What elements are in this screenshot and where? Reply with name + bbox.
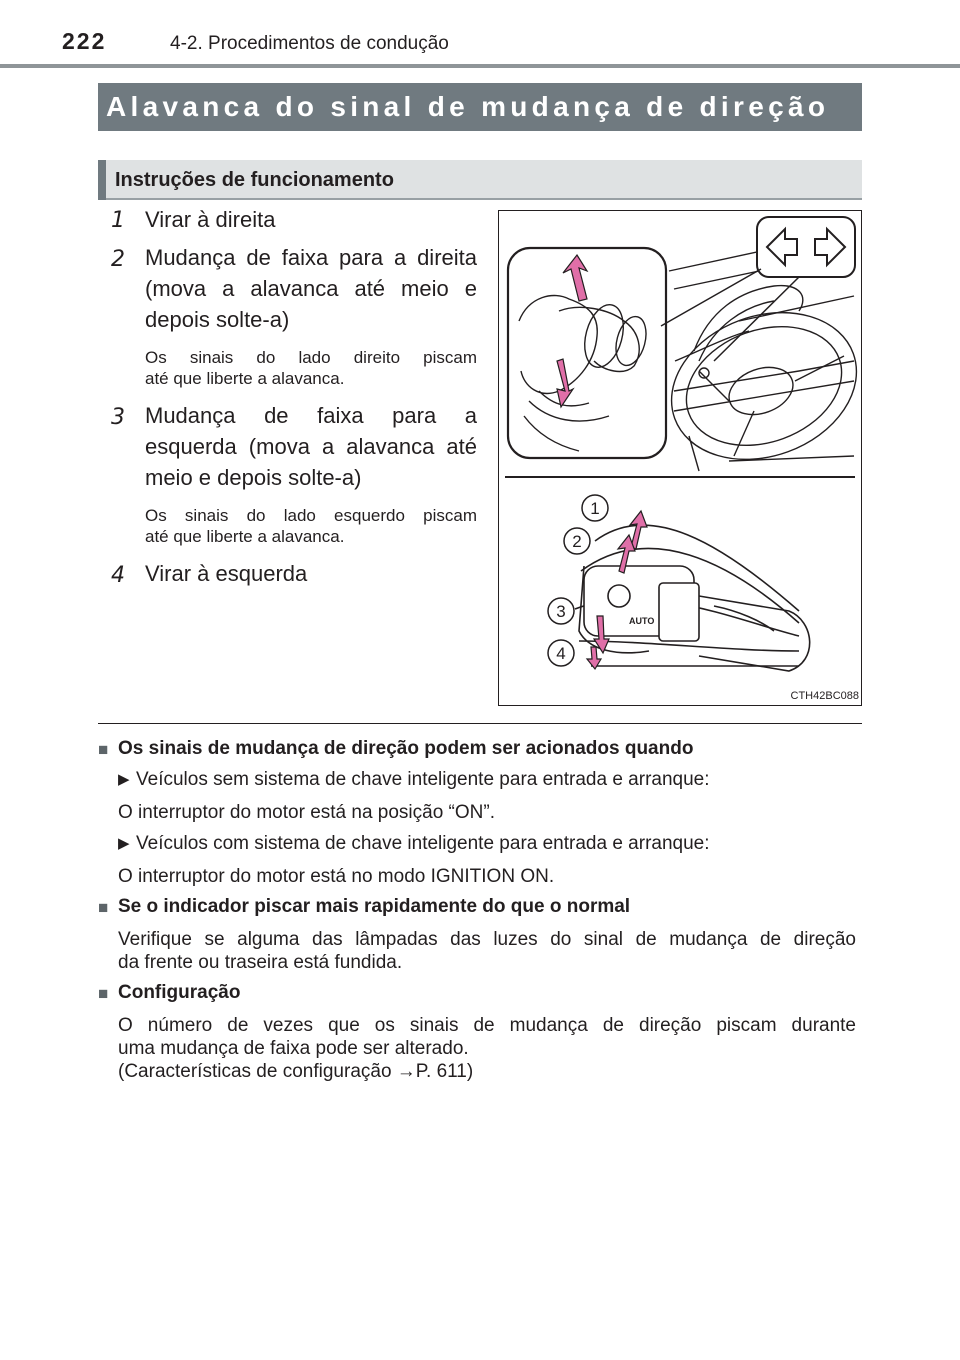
turn-signal-illustration	[498, 210, 862, 706]
step-2-text	[145, 242, 477, 335]
page-number: 222	[62, 28, 107, 54]
lever-detail	[575, 525, 810, 671]
step-3-note-line: Os sinais do lado esquerdo piscam	[145, 506, 477, 525]
callout-2: 2	[572, 532, 582, 551]
figure-code: CTH42BC088	[790, 690, 859, 702]
step-3-line: esquerda (mova a alavanca até	[145, 434, 477, 459]
body-line: (Características de configuração →P. 611)	[118, 1061, 474, 1082]
step-1-text	[145, 204, 477, 235]
chapter-title: 4-2. Procedimentos de condução	[170, 33, 449, 54]
bullet-body-1: O interruptor do motor está na posição “ON”.	[118, 802, 495, 823]
step-3-note-line: até que liberte a alavanca.	[145, 527, 345, 546]
step-number-2: 2	[111, 247, 125, 272]
step-number-1: 1	[111, 208, 125, 233]
body-line: Verifique se alguma das lâmpadas das luzes do sinal de mudança de direção	[118, 929, 856, 950]
step-4-text	[145, 558, 477, 589]
section-title-bar	[98, 83, 862, 131]
subsection-accent	[98, 160, 106, 200]
triangle-right-icon: ▶	[118, 835, 130, 852]
step-2-line: (mova a alavanca até meio e	[145, 276, 477, 301]
callout-4: 4	[556, 644, 566, 663]
illustration-drawing	[499, 211, 861, 705]
section-heading-3: Configuração	[118, 982, 241, 1003]
bullet-text-2: Veículos com sistema de chave inteligente para entrada e arranque:	[136, 833, 710, 854]
subsection-bar	[98, 160, 862, 200]
body-line: O número de vezes que os sinais de mudança de direção piscam durante	[118, 1015, 856, 1036]
section-title: Alavanca do sinal de mudança de direção	[106, 91, 830, 122]
subsection-title: Instruções de funcionamento	[115, 169, 394, 191]
step-2-note	[145, 347, 477, 389]
step-1-line: Virar à direita	[145, 207, 276, 232]
step-4-line: Virar à esquerda	[145, 561, 308, 586]
section-heading-2: Se o indicador piscar mais rapidamente do que o normal	[118, 896, 631, 917]
section-body-2	[118, 928, 856, 974]
header-rule	[0, 64, 960, 68]
step-number-3: 3	[111, 405, 125, 430]
body-line: da frente ou traseira está fundida.	[118, 952, 403, 973]
section-body-3	[118, 1014, 856, 1083]
callout-1: 1	[590, 499, 600, 518]
bullet-text-1: Veículos sem sistema de chave inteligente para entrada e arranque:	[136, 769, 710, 790]
auto-label: AUTO	[629, 616, 655, 626]
section-heading-1: Os sinais de mudança de direção podem ser acionados quando	[118, 738, 694, 759]
bullet-body-2: O interruptor do motor está no modo IGNITION ON.	[118, 866, 555, 887]
triangle-right-icon: ▶	[118, 771, 130, 788]
detail-inset	[508, 248, 666, 458]
step-3-line: meio e depois solte-a)	[145, 465, 362, 490]
square-bullet-icon: ■	[98, 984, 109, 1003]
callout-3: 3	[556, 602, 566, 621]
step-number-4: 4	[111, 563, 125, 588]
step-3-text	[145, 400, 477, 493]
step-2-note-line: até que liberte a alavanca.	[145, 369, 345, 388]
square-bullet-icon: ■	[98, 740, 109, 759]
section-divider	[98, 723, 862, 724]
step-2-line: Mudança de faixa para a direita	[145, 245, 477, 270]
step-2-line: depois solte-a)	[145, 307, 290, 332]
step-3-note	[145, 505, 477, 547]
step-3-line: Mudança de faixa para a	[145, 403, 477, 428]
step-2-note-line: Os sinais do lado direito piscam	[145, 348, 477, 367]
body-line: uma mudança de faixa pode ser alterado.	[118, 1038, 469, 1059]
square-bullet-icon: ■	[98, 898, 109, 917]
